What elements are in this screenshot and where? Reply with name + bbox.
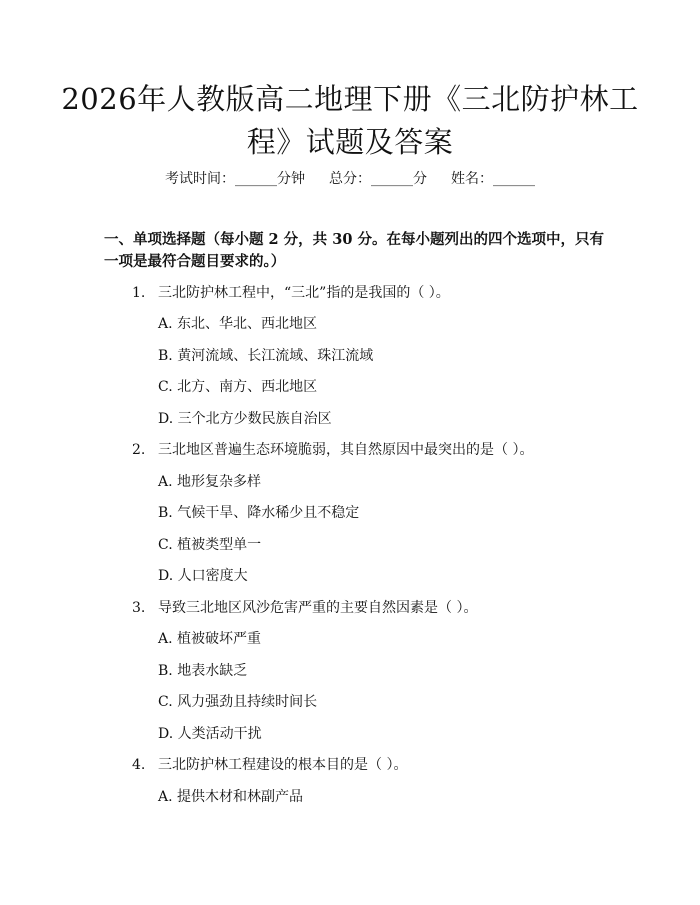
question-text-1: 三北防护林工程中，“三北”指的是我国的（ ）。 bbox=[158, 285, 450, 301]
question-1-option-d: D. 三个北方少数民族自治区 bbox=[158, 411, 332, 427]
question-text-2: 三北地区普遍生态环境脆弱，其自然原因中最突出的是（ ）。 bbox=[158, 442, 534, 458]
question-2-option-a: A. 地形复杂多样 bbox=[158, 474, 262, 490]
question-3-option-d: D. 人类活动干扰 bbox=[158, 726, 262, 742]
student-name-label: 姓名：______ bbox=[451, 171, 535, 187]
question-2-option-c: C. 植被类型单一 bbox=[158, 537, 262, 553]
question-number-1: 1. bbox=[132, 285, 146, 301]
title-text: 2026年人教版高二地理下册《三北防护林工程》试题及答案 bbox=[61, 82, 639, 159]
question-text-4: 三北防护林工程建设的根本目的是（ ）。 bbox=[158, 757, 408, 773]
question-1-option-a: A. 东北、华北、西北地区 bbox=[158, 316, 318, 332]
question-number-2: 2. bbox=[132, 442, 146, 458]
question-4-option-a: A. 提供木材和林副产品 bbox=[158, 789, 304, 805]
question-number-3: 3. bbox=[132, 600, 146, 616]
document-title bbox=[60, 78, 640, 164]
question-1-option-b: B. 黄河流域、长江流域、珠江流域 bbox=[158, 348, 374, 364]
question-number-4: 4. bbox=[132, 757, 146, 773]
question-1-option-c: C. 北方、南方、西北地区 bbox=[158, 379, 318, 395]
exam-time-label: 考试时间：______分钟 bbox=[165, 171, 305, 187]
question-3-option-a: A. 植被破坏严重 bbox=[158, 631, 262, 647]
total-score-label: 总分：______分 bbox=[329, 171, 427, 187]
question-2-option-b: B. 气候干旱、降水稀少且不稳定 bbox=[158, 505, 360, 521]
section-heading: 一、单项选择题（每小题 2 分，共 30 分。在每小题列出的四个选项中，只有一项是最符合题目要求的。） bbox=[104, 231, 604, 270]
question-3-option-b: B. 地表水缺乏 bbox=[158, 663, 248, 679]
question-3-option-c: C. 风力强劲且持续时间长 bbox=[158, 694, 318, 710]
question-2-option-d: D. 人口密度大 bbox=[158, 568, 248, 584]
question-text-3: 导致三北地区风沙危害严重的主要自然因素是（ ）。 bbox=[158, 600, 478, 616]
exam-meta-line bbox=[0, 168, 700, 188]
